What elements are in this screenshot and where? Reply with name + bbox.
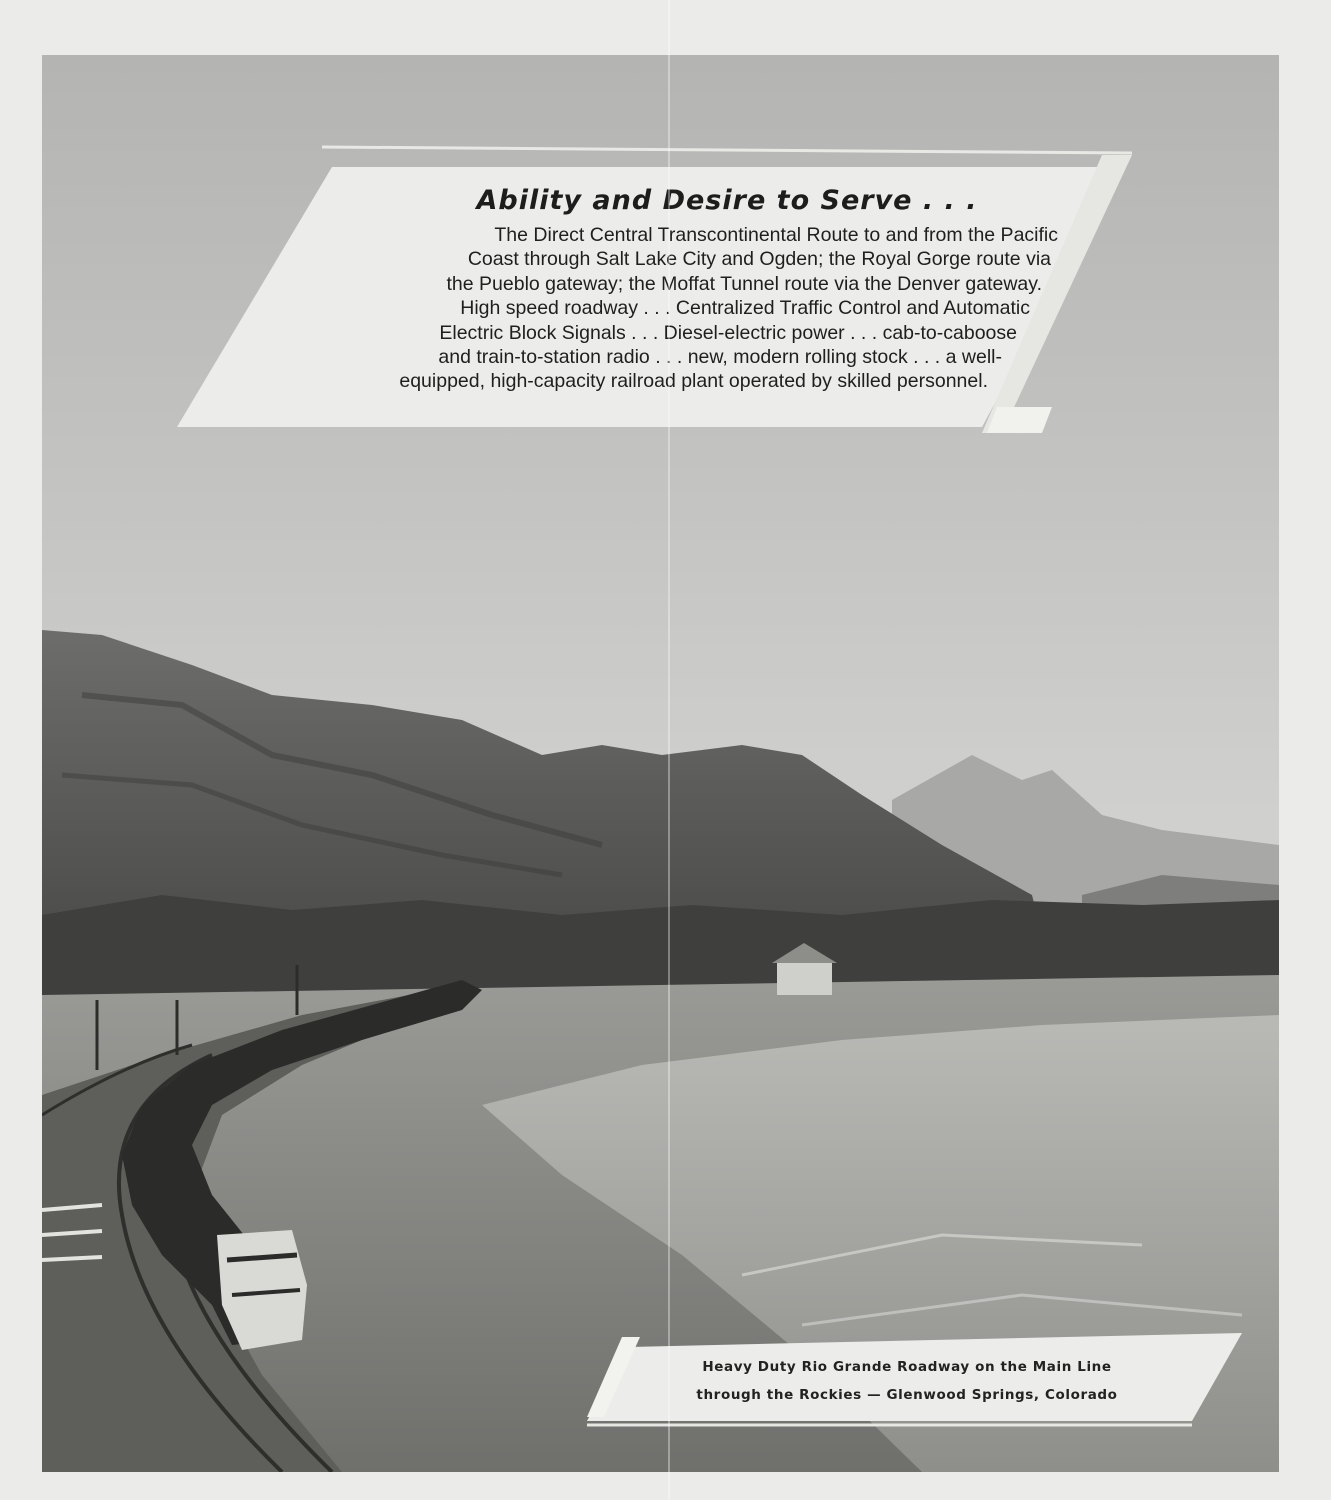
landscape-photo <box>42 55 1279 1472</box>
headline-line: and train-to-station radio . . . new, modern rolling stock . . . a well- <box>438 346 1002 369</box>
page-fold <box>668 0 670 1500</box>
headline-title: Ability and Desire to Serve . . . <box>476 185 978 216</box>
headline-line: the Pueblo gateway; the Moffat Tunnel route via the Denver gateway. <box>446 272 1042 295</box>
headline-line: High speed roadway . . . Centralized Traffic Control and Automatic <box>460 297 1030 320</box>
headline-line: equipped, high-capacity railroad plant operated by skilled personnel. <box>399 370 988 393</box>
caption-line: through the Rockies — Glenwood Springs, Colorado <box>696 1387 1118 1403</box>
photo-caption <box>642 1353 1172 1409</box>
headline-line: The Direct Central Transcontinental Route to and from the Pacific <box>494 224 1058 246</box>
headline-line: Coast through Salt Lake City and Ogden; the Royal Gorge route via <box>467 248 1051 271</box>
caption-line: Heavy Duty Rio Grande Roadway on the Main Line <box>702 1359 1112 1375</box>
caption-panel-shape <box>42 55 1279 1472</box>
headline-line: Electric Block Signals . . . Diesel-electric power . . . cab-to-caboose <box>439 321 1017 344</box>
